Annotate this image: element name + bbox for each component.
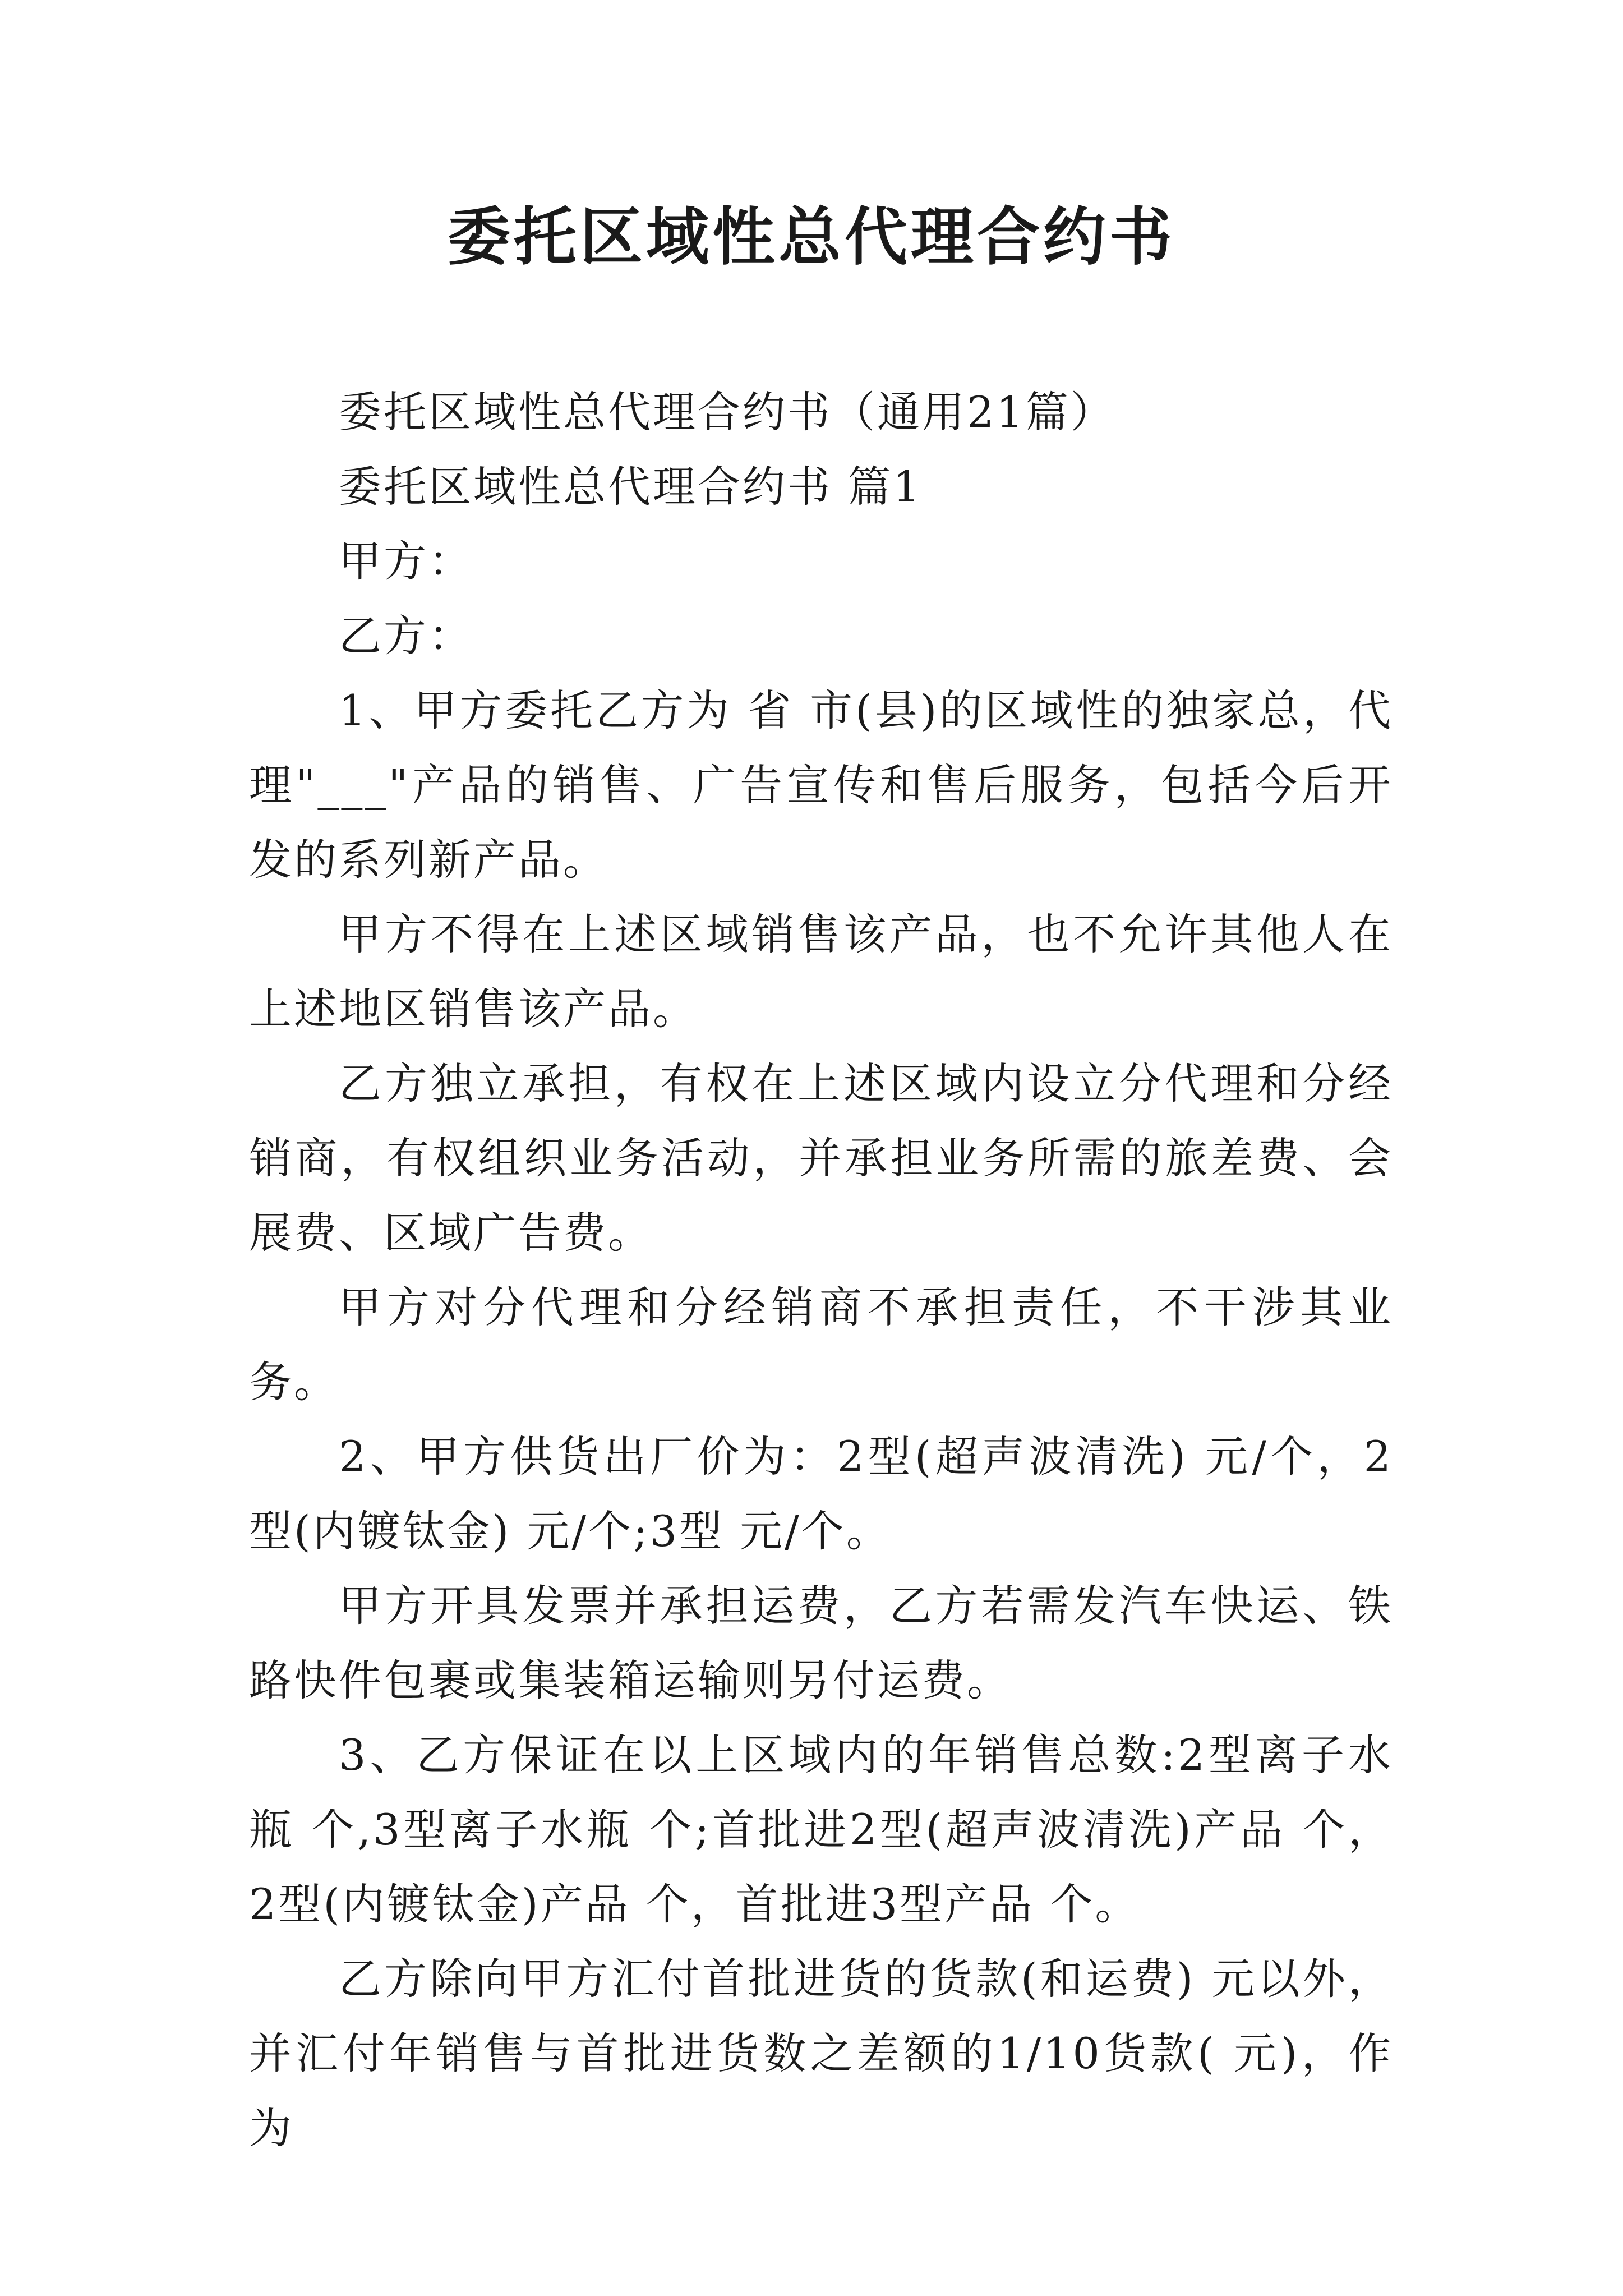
paragraph-section-heading: 委托区域性总代理合约书 篇1 xyxy=(339,462,923,512)
clause-1: 1、甲方委托乙方为 省 市(县)的区域性的独家总，代理"___"产品的销售、广告宣传和售后服务，包括今后开发的系列新产品。 xyxy=(249,685,1393,885)
clause-3-sales-target: 3、乙方保证在以上区域内的年销售总数:2型离子水瓶 个,3型离子水瓶 个;首批进2型(超声波清洗)产品 个，2型(内镀钛金)产品 个，首批进3型产品 个。 xyxy=(249,1730,1393,1929)
party-b-line: 乙方： xyxy=(339,611,473,661)
document-title: 委托区域性总代理合约书 xyxy=(448,200,1175,274)
document-body xyxy=(249,375,1393,2165)
clause-1-liability: 甲方对分代理和分经销商不承担责任，不干涉其业务。 xyxy=(249,1282,1393,1407)
paragraph-subtitle: 委托区域性总代理合约书（通用21篇） xyxy=(339,387,1115,437)
clause-2-shipping: 甲方开具发票并承担运费，乙方若需发汽车快运、铁路快件包裹或集装箱运输则另付运费。 xyxy=(249,1581,1393,1705)
clause-1-exclusivity: 甲方不得在上述区域销售该产品，也不允许其他人在上述地区销售该产品。 xyxy=(249,909,1393,1034)
clause-1-party-b-rights: 乙方独立承担，有权在上述区域内设立分代理和分经销商，有权组织业务活动，并承担业务所需的旅差费、会展费、区域广告费。 xyxy=(249,1059,1393,1258)
clause-3-payment: 乙方除向甲方汇付首批进货的货款(和运费) 元以外，并汇付年销售与首批进货数之差额的1/10货款( 元)，作为 xyxy=(249,1954,1393,2153)
party-a-line: 甲方： xyxy=(339,536,473,586)
clause-2-pricing: 2、甲方供货出厂价为：2型(超声波清洗) 元/个，2型(内镀钛金) 元/个;3型 元/个。 xyxy=(249,1432,1393,1556)
